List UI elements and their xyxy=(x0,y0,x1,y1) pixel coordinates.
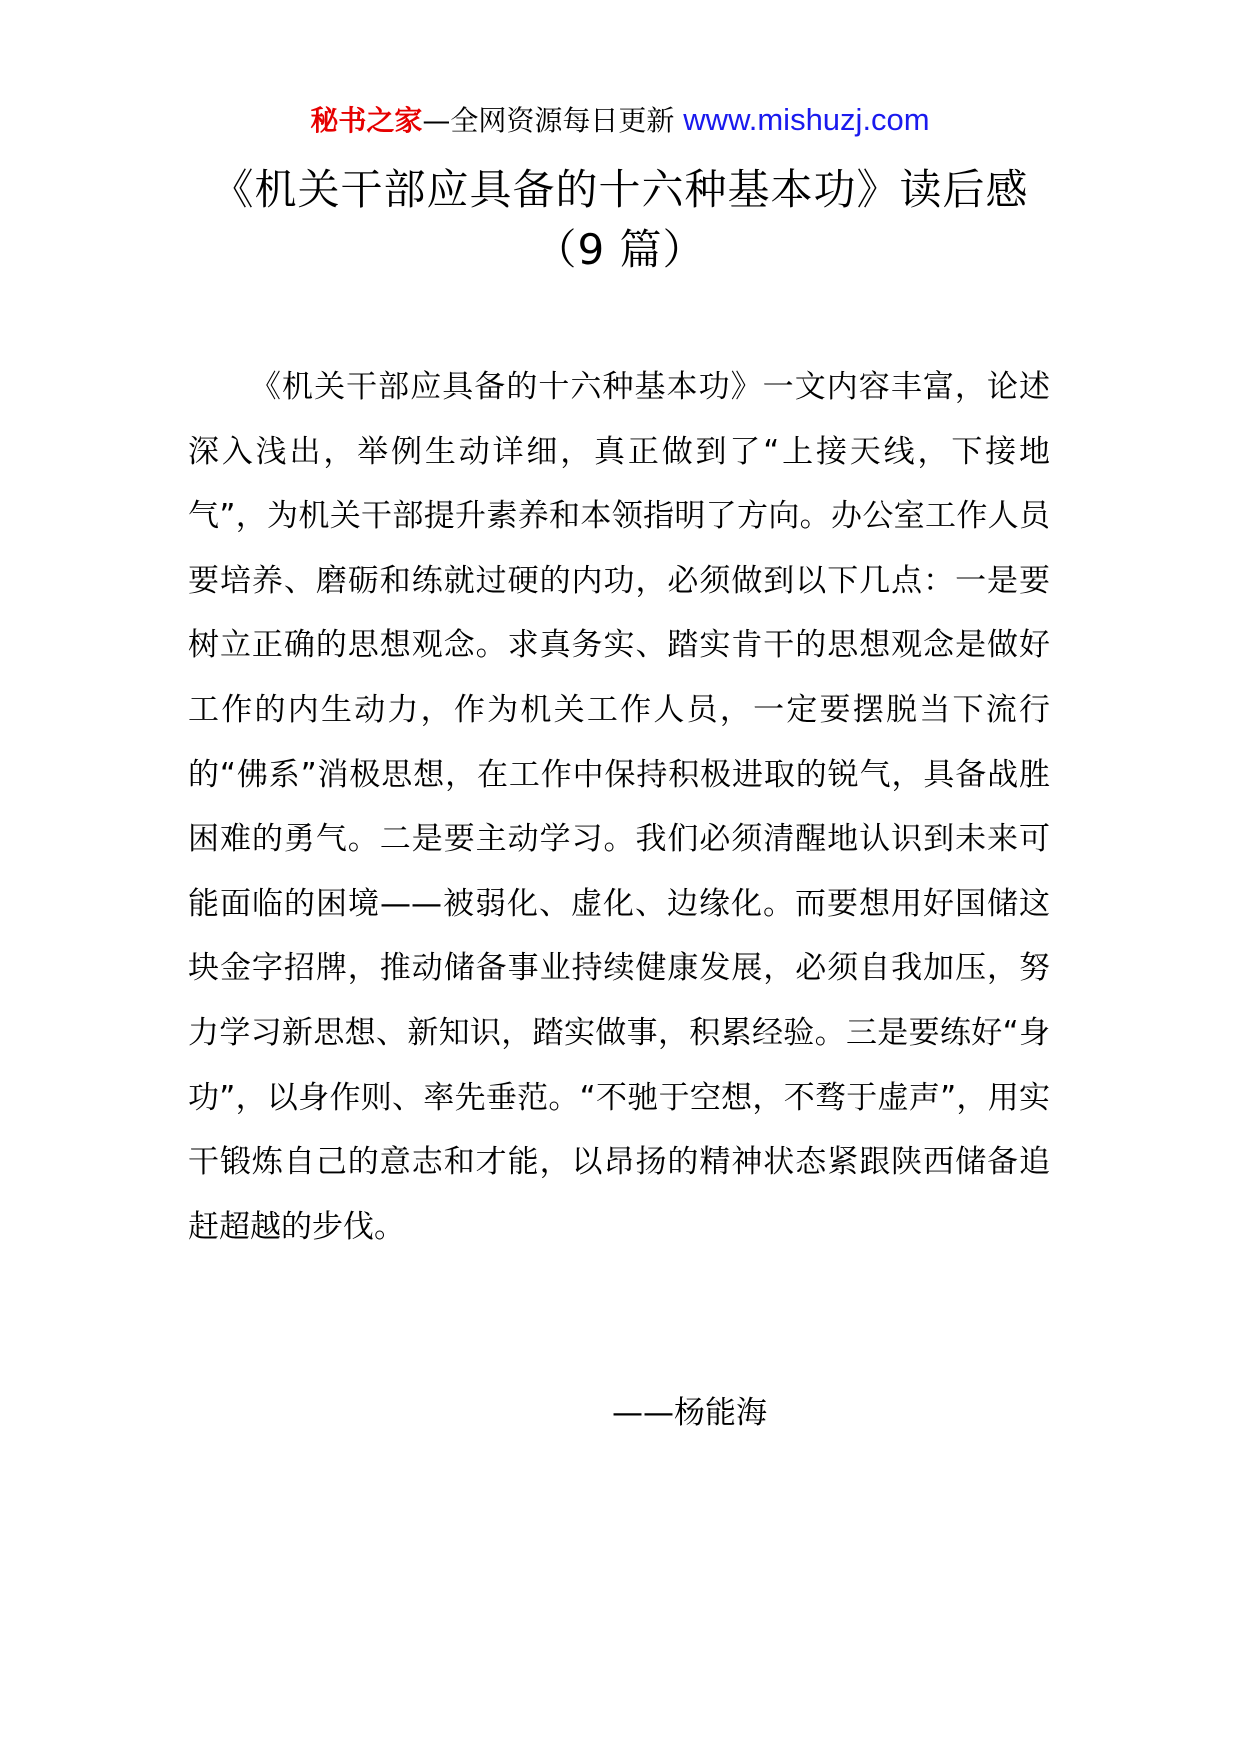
site-header xyxy=(0,100,1240,141)
site-brand: 秘书之家 xyxy=(310,104,423,137)
site-slogan: —全网资源每日更新 xyxy=(422,104,684,137)
body-paragraph: 《机关干部应具备的十六种基本功》一文内容丰富，论述深入浅出，举例生动详细，真正做到了“上接天线，下接地气”，为机关干部提升素养和本领指明了方向。办公室工作人员要培养、磨砺和练就过硬的内功，必须做到以下几点：一是要树立正确的思想观念。求真务实、踏实肯干的思想观念是做好工作的内生动力，作为机关工作人员，一定要摆脱当下流行的“佛系”消极思想，在工作中保持积极进取的锐气，具备战胜困难的勇气。二是要主动学习。我们必须清醒地认识到未来可能面临的困境——被弱化、虚化、边缘化。而要想用好国储这块金字招牌，推动储备事业持续健康发展，必须自我加压，努力学习新思想、新知识，踏实做事，积累经验。三是要练好“身功”，以身作则、率先垂范。“不驰于空想，不骛于虚声”，用实干锻炼自己的意志和才能，以昂扬的精神状态紧跟陕西储备追赶超越的步伐。 xyxy=(188,369,1050,1245)
author-signature: ——杨能海 xyxy=(612,1395,767,1431)
site-url-link[interactable]: www.mishuzj.com xyxy=(683,102,930,137)
document-title: 《机关干部应具备的十六种基本功》读后感（9 篇） xyxy=(211,165,1029,274)
